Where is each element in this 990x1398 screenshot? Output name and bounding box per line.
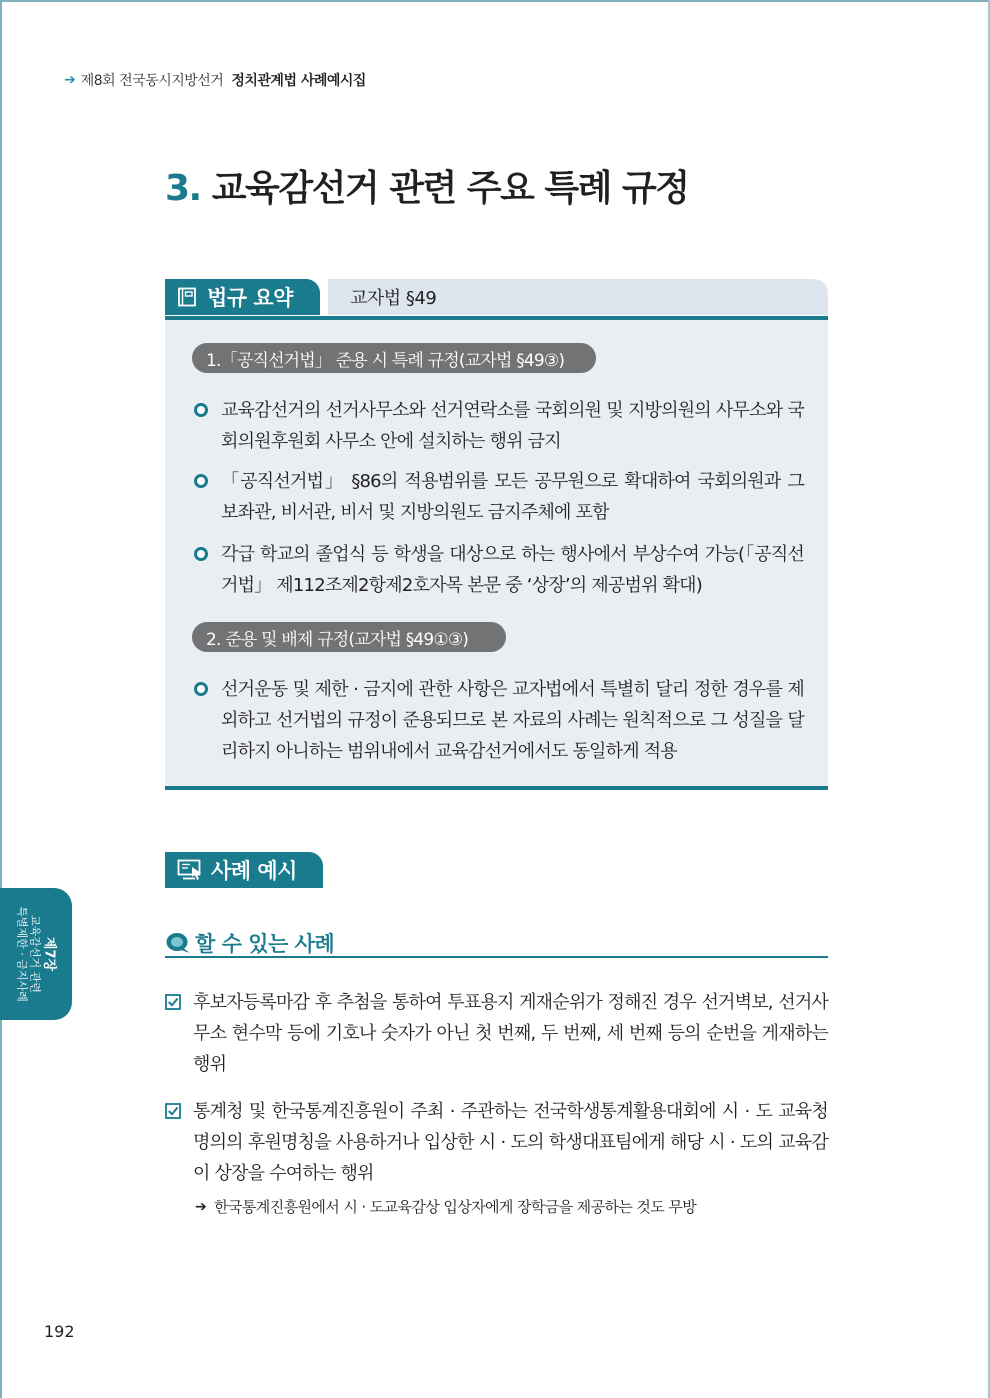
header-prefix: 제8회 전국동시지방선거	[80, 73, 224, 89]
summary-bullet-text: 교육감선거의 선거사무소와 선거연락소를 국회의원 및 지방의원의 사무소와 국회의원후원회 사무소 안에 설치하는 행위 금지	[221, 400, 804, 452]
cases-subheading	[165, 928, 334, 958]
summary-bullet-1	[192, 395, 804, 457]
monitor-icon	[177, 859, 203, 881]
summary-bullet-3	[192, 539, 804, 601]
cases-tab-label: 사례 예시	[211, 859, 297, 883]
bullet-ring-icon	[194, 682, 208, 696]
page-number: 192	[44, 1322, 75, 1341]
cases-subheading-label: 할 수 있는 사례	[195, 932, 335, 956]
page-top-rule	[0, 0, 990, 2]
checkbox-checked-icon	[165, 1103, 181, 1119]
case-item-1	[165, 987, 828, 1080]
summary-group-heading-2: 2. 준용 및 배제 규정(교자법 §49①③)	[192, 622, 506, 652]
summary-bullet-4	[192, 674, 804, 767]
speech-bubble-icon	[165, 931, 193, 955]
summary-tab-label: 법규 요약	[207, 286, 293, 310]
page-left-rule	[0, 0, 2, 1398]
checkbox-checked-icon	[165, 994, 181, 1010]
summary-bullet-text: 각급 학교의 졸업식 등 학생을 대상으로 하는 행사에서 부상수여 가능(「공직선거법」 제112조제2항제2호자목 본문 중 ‘상장’의 제공범위 확대)	[221, 544, 804, 596]
summary-bullet-text: 선거운동 및 제한 · 금지에 관한 사항은 교자법에서 특별히 달리 정한 경우를 제외하고 선거법의 규정이 준용되므로 본 자료의 사례는 원칙적으로 그 성질을 달리하지 아니하는 범위내에서 교육감선거에서도 동일하게 적용	[221, 679, 804, 762]
section-title-text: 교육감선거 관련 주요 특례 규정	[211, 168, 689, 209]
summary-bottom-rule	[165, 786, 828, 790]
summary-tab	[165, 279, 320, 315]
summary-bullet-2	[192, 466, 804, 528]
case-item-2	[165, 1096, 828, 1189]
running-header	[64, 70, 366, 90]
chapter-side-label	[16, 906, 57, 1002]
case-item-text: 후보자등록마감 후 추첨을 통하여 투표용지 게재순위가 정해진 경우 선거벽보, 선거사무소 현수막 등에 기호나 숫자가 아닌 첫 번째, 두 번째, 세 번째 등의 순번을 게재하는 행위	[193, 992, 828, 1075]
chapter-number: 제7장	[41, 936, 57, 972]
bullet-ring-icon	[194, 403, 208, 417]
summary-reference-bar	[328, 279, 828, 315]
chapter-title-line-2: 특별제한 · 금지사례	[15, 906, 29, 1002]
bullet-ring-icon	[194, 547, 208, 561]
case-note	[195, 1196, 696, 1217]
cases-subheading-rule	[165, 956, 828, 958]
bullet-ring-icon	[194, 474, 208, 488]
header-title: 정치관계법 사례예시집	[231, 73, 366, 89]
header-arrow-icon: ➔	[64, 72, 76, 88]
note-arrow-icon: ➔	[195, 1198, 207, 1215]
case-note-text: 한국통계진흥원에서 시 · 도교육감상 입상자에게 장학금을 제공하는 것도 무방	[214, 1198, 697, 1216]
section-title	[165, 160, 689, 211]
section-number: 3.	[165, 168, 201, 209]
summary-reference: 교자법 §49	[350, 288, 437, 309]
summary-bullet-text: 「공직선거법」 §86의 적용범위를 모든 공무원으로 확대하여 국회의원과 그 보좌관, 비서관, 비서 및 지방의원도 금지주체에 포함	[221, 471, 804, 523]
summary-group-heading-1: 1.「공직선거법」 준용 시 특례 규정(교자법 §49③)	[192, 343, 596, 373]
chapter-title-line-1: 교육감선거 관련	[28, 915, 42, 993]
book-icon	[177, 287, 197, 307]
cases-tab	[165, 852, 323, 888]
case-item-text: 통계청 및 한국통계진흥원이 주최 · 주관하는 전국학생통계활용대회에 시 · 도 교육청 명의의 후원명칭을 사용하거나 입상한 시 · 도의 학생대표팀에게 해당 시 · 도의 교육감이 상장을 수여하는 행위	[193, 1101, 828, 1184]
